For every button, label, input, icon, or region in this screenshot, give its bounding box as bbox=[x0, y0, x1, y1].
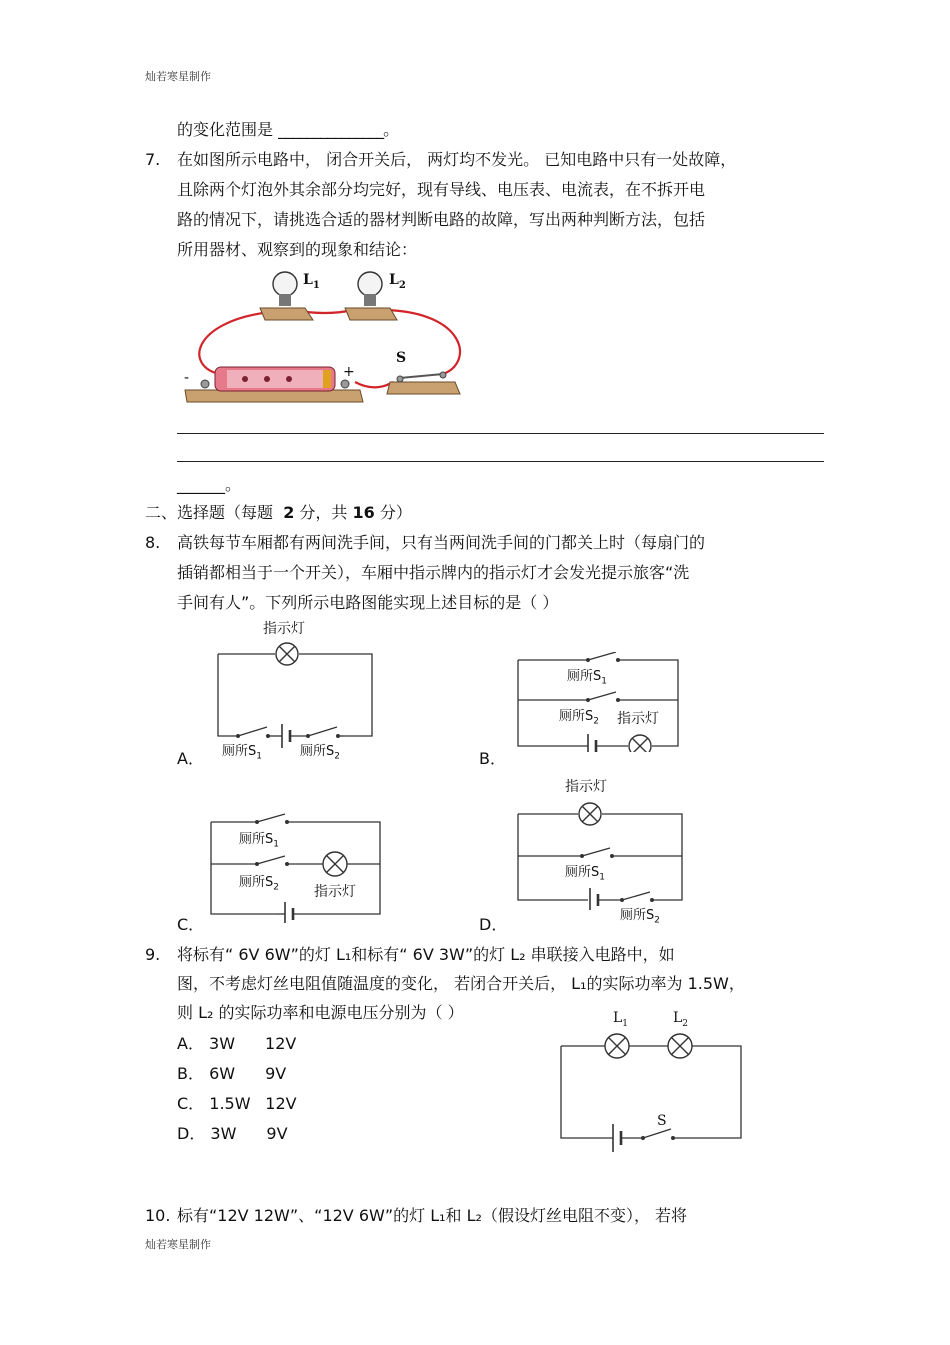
battery-mark bbox=[242, 376, 248, 382]
bulb-socket bbox=[364, 294, 376, 306]
switch-s1 bbox=[582, 848, 610, 856]
q9-line-3: 则 L₂ 的实际功率和电源电压分别为（ ） bbox=[177, 1003, 464, 1022]
switch-s bbox=[643, 1129, 671, 1138]
wire bbox=[199, 312, 270, 374]
battery-mark bbox=[264, 376, 270, 382]
bulb-l1 bbox=[273, 272, 297, 296]
q8-line-1: 高铁每节车厢都有两间洗手间，只有当两间洗手间的门都关上时（每扇门的 bbox=[177, 533, 706, 552]
q8-option-c[interactable]: C． bbox=[177, 915, 205, 934]
lamp-symbol bbox=[629, 735, 651, 752]
q7-label-plus: + bbox=[343, 364, 355, 380]
q7-answer-end: ______。 bbox=[177, 475, 242, 494]
q8c-s2-label: 厕所$S_2$ bbox=[239, 875, 279, 893]
q9-option-c[interactable]: C． 1.5W 12V bbox=[177, 1094, 297, 1113]
page-header: 灿若寒星制作 bbox=[145, 70, 211, 83]
q9-option-d[interactable]: D． 3W 9V bbox=[177, 1124, 288, 1143]
q8a-s2-label: 厕所$S_2$ bbox=[300, 744, 340, 762]
q8-circuit-c bbox=[205, 808, 385, 923]
q8-circuit-a bbox=[210, 640, 380, 750]
q7-circuit-figure bbox=[175, 262, 475, 412]
battery-mark bbox=[286, 376, 292, 382]
q9-circuit bbox=[555, 1030, 745, 1160]
q6-tail bbox=[177, 115, 399, 145]
q8b-s1-label: 厕所$S_1$ bbox=[567, 669, 607, 687]
q7-line-1: 在如图所示电路中， 闭合开关后， 两灯均不发光。 已知电路中只有一处故障， bbox=[177, 150, 737, 169]
q9-number: 9. bbox=[145, 945, 161, 964]
q10-line-1: 标有“12V 12W”、“12V 6W”的灯 L₁和 L₂（假设灯丝电阻不变）， 若将 bbox=[177, 1206, 688, 1225]
switch-board bbox=[387, 382, 460, 394]
switch-screw bbox=[397, 376, 403, 382]
q8a-s1-label: 厕所$S_1$ bbox=[222, 744, 262, 762]
q9-l2-label: $L_2$ bbox=[673, 1010, 689, 1029]
q8d-lamp-label: 指示灯 bbox=[565, 779, 607, 795]
battery-terminal bbox=[323, 370, 331, 388]
q9-line-1: 将标有“ 6V 6W”的灯 L₁和标有“ 6V 3W”的灯 L₂ 串联接入电路中，如 bbox=[177, 945, 675, 964]
q9-l1-label: $L_1$ bbox=[613, 1010, 629, 1029]
page-footer: 灿若寒星制作 bbox=[145, 1238, 211, 1251]
switch-screw bbox=[440, 372, 446, 378]
switch-s2 bbox=[588, 692, 616, 700]
q6-end: 。 bbox=[383, 120, 400, 139]
switch-s2 bbox=[257, 856, 285, 864]
q7-answer-line-2[interactable] bbox=[177, 461, 824, 462]
q8-circuit-b bbox=[510, 652, 685, 752]
switch-s1 bbox=[238, 727, 267, 736]
q7-answer-line-1[interactable] bbox=[177, 433, 824, 434]
q7-label-l2: $L_2$ bbox=[389, 272, 406, 291]
bulb-socket bbox=[279, 294, 291, 306]
q8-line-3: 手间有人”。下列所示电路图能实现上述目标的是（ ） bbox=[177, 593, 559, 612]
q8a-lamp-label: 指示灯 bbox=[263, 621, 305, 637]
q7-line-2: 且除两个灯泡外其余部分均完好，现有导线、电压表、电流表，在不拆开电 bbox=[177, 180, 706, 199]
q8-line-2: 插销都相当于一个开关），车厢中指示牌内的指示灯才会发光提示旅客“洗 bbox=[177, 563, 690, 582]
lamp-base bbox=[345, 308, 397, 320]
q7-label-s: S bbox=[396, 350, 407, 366]
q8-number: 8. bbox=[145, 533, 161, 552]
q7-label-minus: - bbox=[184, 370, 190, 386]
q8b-s2-label: 厕所$S_2$ bbox=[559, 709, 599, 727]
terminal-screw bbox=[201, 380, 209, 388]
switch-s1 bbox=[257, 814, 285, 822]
wire bbox=[355, 382, 393, 387]
q9-option-a[interactable]: A． 3W 12V bbox=[177, 1034, 297, 1053]
terminal-screw bbox=[341, 380, 349, 388]
switch-s2 bbox=[308, 727, 337, 736]
q8-option-a[interactable]: A． bbox=[177, 749, 204, 768]
switch-s1 bbox=[588, 652, 616, 660]
q8d-s1-label: 厕所$S_1$ bbox=[565, 865, 605, 883]
q7-label-l1: $L_1$ bbox=[303, 272, 320, 291]
q7-line-3: 路的情况下，请挑选合适的器材判断电路的故障，写出两种判断方法，包括 bbox=[177, 210, 706, 229]
q8c-s1-label: 厕所$S_1$ bbox=[239, 832, 279, 850]
switch-blade bbox=[400, 374, 443, 378]
q6-blank: _______________ bbox=[278, 120, 384, 139]
switch-s2 bbox=[622, 892, 650, 900]
q8-option-d[interactable]: D． bbox=[479, 915, 508, 934]
q7-line-4: 所用器材、观察到的现象和结论： bbox=[177, 240, 418, 259]
q8-circuit-d bbox=[510, 800, 690, 910]
q9-s-label: S bbox=[657, 1113, 667, 1129]
lamp-base bbox=[260, 308, 313, 320]
q8b-lamp-label: 指示灯 bbox=[617, 711, 659, 727]
q8-option-b[interactable]: B． bbox=[479, 749, 506, 768]
battery-board bbox=[185, 390, 363, 402]
q10-number: 10. bbox=[145, 1206, 171, 1225]
q9-line-2: 图，不考虑灯丝电阻值随温度的变化， 若闭合开关后， L₁的实际功率为 1.5W， bbox=[177, 974, 745, 993]
q7-number: 7. bbox=[145, 150, 161, 169]
section-2-title: 二、选择题（每题 2 分，共 16 分） bbox=[145, 503, 412, 522]
q8d-s2-label: 厕所$S_2$ bbox=[620, 908, 660, 926]
bulb-l2 bbox=[358, 272, 382, 296]
q9-option-b[interactable]: B． 6W 9V bbox=[177, 1064, 287, 1083]
battery-cells bbox=[227, 370, 323, 388]
q8c-lamp-label: 指示灯 bbox=[314, 884, 356, 900]
q6-tail-text: 的变化范围是 bbox=[177, 120, 274, 139]
